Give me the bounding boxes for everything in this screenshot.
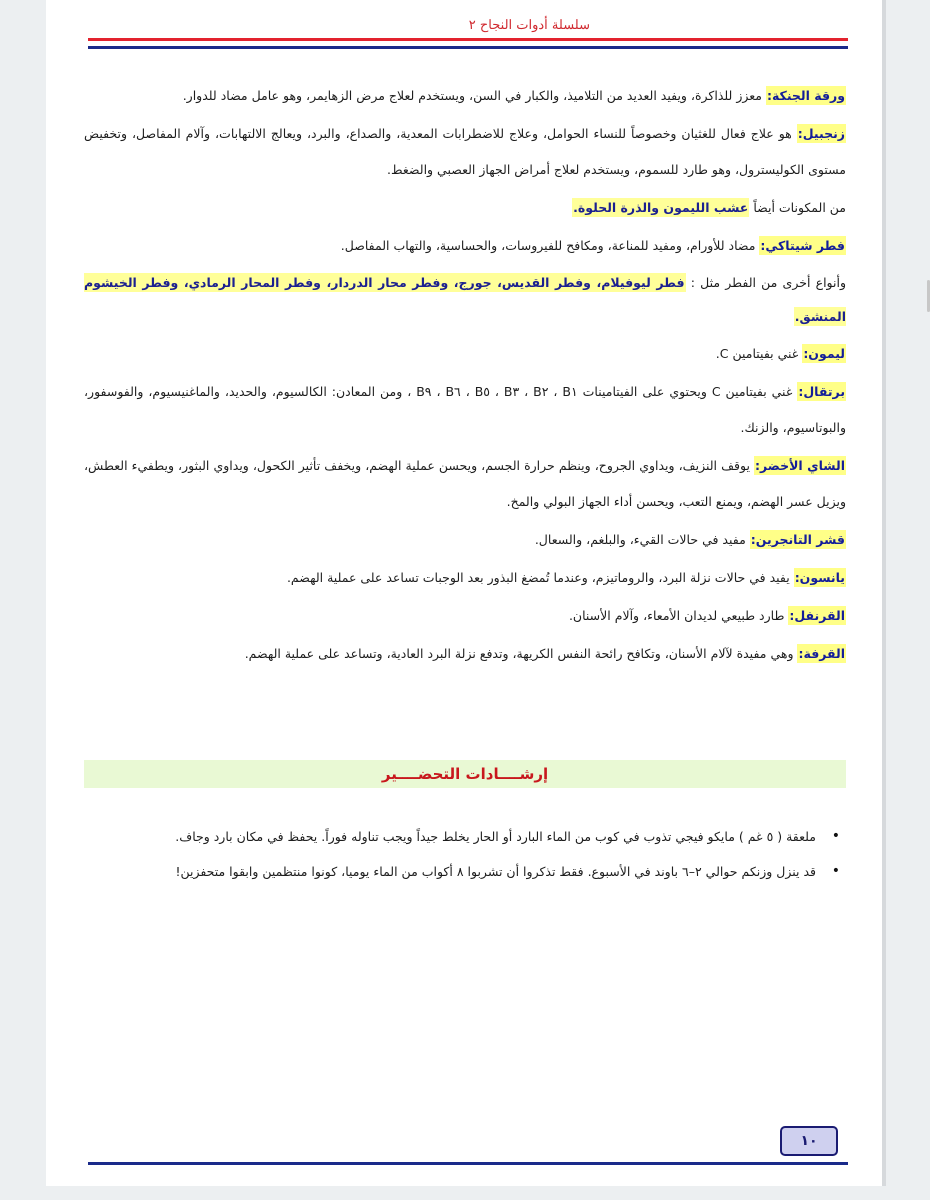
ingredient-term: برتقال: xyxy=(798,384,846,399)
ingredient-description: وهي مفيدة لآلام الأسنان، وتكافح رائحة النفس الكريهة، وتدفع نزلة البرد العادية، وتساعد على عملية الهضم. xyxy=(244,646,798,661)
ingredient-term: يانسون: xyxy=(794,570,845,585)
preparation-list xyxy=(90,820,846,890)
ingredient-term: ليمون: xyxy=(803,346,845,361)
ingredient-clove xyxy=(84,598,846,634)
list-item-text: ملعقة ( ٥ غم ) مايكو فيجي تذوب في كوب من الماء البارد أو الحار يخلط جيداً ويجب تناوله فوراً. يحفظ في مكان بارد وجاف. xyxy=(175,829,816,844)
ingredient-ginger xyxy=(84,116,846,188)
note-lead: وأنواع أخرى من الفطر مثل : xyxy=(685,275,846,290)
note-lead: من المكونات أيضاً xyxy=(749,200,846,215)
preparation-section-heading xyxy=(84,760,846,788)
ingredient-term: ورقة الجنكة: xyxy=(766,88,845,103)
ingredient-term: القرنفل: xyxy=(789,608,845,623)
ingredient-description: يفيد في حالات نزلة البرد، والروماتيزم، وعندما تُمضغ البذور بعد الوجبات تساعد على عملية الهضم. xyxy=(286,570,794,585)
list-item xyxy=(90,820,846,853)
ingredient-term: زنجبيل: xyxy=(797,126,845,141)
ingredient-term: القرفة: xyxy=(798,646,845,661)
ingredient-description: مضاد للأورام، ومفيد للمناعة، ومكافح للفيروسات، والحساسية، والتهاب المفاصل. xyxy=(340,238,760,253)
note-highlight: عشب الليمون والذرة الحلوة. xyxy=(573,200,749,215)
ingredient-term: قشر التانجرين: xyxy=(750,532,845,547)
ingredient-description: مفيد في حالات القيء، والبلغم، والسعال. xyxy=(534,532,750,547)
header-rule-red xyxy=(88,38,848,41)
ingredient-green-tea xyxy=(84,448,846,520)
ingredient-description: غني بفيتامين C. xyxy=(715,346,803,361)
ingredient-description: هو علاج فعال للغثيان وخصوصاً للنساء الحوامل، وعلاج للاضطرابات المعدية، والصداع، والبرد، ويعالج الالتهابات، وآلام المفاصل، وتخفيض مستوى الكوليسترول، وهو طارد للسموم، ويستخدم لعلاج أمراض الجهاز العصبي والضغط. xyxy=(84,126,846,177)
note-highlight: فطر ليوفيلام، وفطر القديس، جورج، وفطر محار الدردار، وفطر المحار الرمادي، وفطر الخيشوم المنشق. xyxy=(84,275,846,324)
footer-rule xyxy=(88,1162,848,1165)
ingredient-description: يوقف النزيف، ويداوي الجروح، وينظم حرارة الجسم، ويحسن عملية الهضم، ويخفف تأثير الكحول، ويداوي البثور، ويطفيء العطش، ويزيل عسر الهضم، ويمنع التعب، ويحسن أداء الجهاز البولي والمخ. xyxy=(84,458,846,509)
ingredient-description: طارد طبيعي لديدان الأمعاء، وآلام الأسنان. xyxy=(568,608,789,623)
list-item xyxy=(90,855,846,888)
ingredient-orange xyxy=(84,374,846,446)
bullet-icon: • xyxy=(831,828,840,844)
page-header-title: سلسلة أدوات النجاح ٢ xyxy=(468,18,590,33)
ingredient-anise xyxy=(84,560,846,596)
ingredients-content xyxy=(84,78,846,674)
ingredient-shiitake xyxy=(84,228,846,264)
ingredient-cinnamon xyxy=(84,636,846,672)
page-number-badge: ١٠ xyxy=(780,1126,838,1156)
ingredient-lemon xyxy=(84,336,846,372)
ingredient-term: فطر شيتاكي: xyxy=(760,238,845,253)
ingredient-description: غني بفيتامين C ويحتوي على الفيتامينات B١ ، B٢ ، B٣ ، B٥ ، B٦ ، B٩ ، ومن المعادن: الكالسيوم، والحديد، والماغنيسيوم، والفوسفور، والبوتاسيوم، والزنك. xyxy=(84,384,846,435)
preparation-title: إرشــــادات التحضــــير xyxy=(381,765,549,783)
other-ingredients-note xyxy=(84,190,846,226)
header-rule-blue xyxy=(88,46,848,49)
list-item-text: قد ينزل وزنكم حوالي ٢–٦ باوند في الأسبوع. فقط تذكروا أن تشربوا ٨ أكواب من الماء يوميا، كونوا منتظمين وابقوا متحفزين! xyxy=(175,864,816,879)
ingredient-ginkgo xyxy=(84,78,846,114)
ingredient-description: معزز للذاكرة، ويفيد العديد من التلاميذ، والكبار في السن، ويستخدم لعلاج مرض الزهايمر، وهو عامل مضاد للدوار. xyxy=(182,88,766,103)
ingredient-tangerine-peel xyxy=(84,522,846,558)
mushroom-types-note xyxy=(84,266,846,334)
page-shadow xyxy=(882,0,886,1186)
bullet-icon: • xyxy=(831,863,840,879)
ingredient-term: الشاي الأخضر: xyxy=(755,458,845,473)
